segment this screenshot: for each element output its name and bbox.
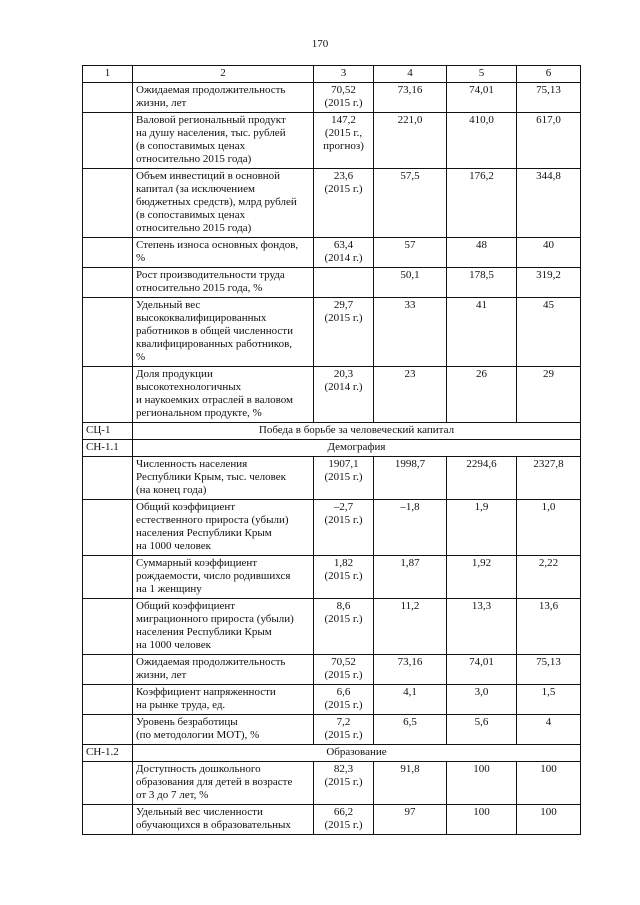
section-title: Победа в борьбе за человеческий капитал: [133, 423, 581, 440]
row-code-cell: [83, 655, 133, 685]
section-title: Демография: [133, 440, 581, 457]
column-number: 5: [447, 66, 517, 83]
value-col-5: 3,0: [447, 685, 517, 715]
value-col-4: 221,0: [374, 113, 447, 169]
base-value: 23,6 (2015 г.): [314, 169, 374, 238]
base-value: [314, 268, 374, 298]
value-col-5: 1,92: [447, 556, 517, 599]
indicator-name: Коэффициент напряженности на рынке труда, ед.: [133, 685, 314, 715]
value-col-5: 2294,6: [447, 457, 517, 500]
row-code-cell: [83, 685, 133, 715]
value-col-5: 1,9: [447, 500, 517, 556]
value-col-4: 1998,7: [374, 457, 447, 500]
value-col-4: 97: [374, 805, 447, 835]
value-col-5: 176,2: [447, 169, 517, 238]
base-value: 66,2 (2015 г.): [314, 805, 374, 835]
value-col-4: 73,16: [374, 655, 447, 685]
column-number: 4: [374, 66, 447, 83]
section-row: [83, 440, 581, 457]
indicator-name: Степень износа основных фондов, %: [133, 238, 314, 268]
row-code-cell: [83, 298, 133, 367]
indicator-name: Валовой региональный продукт на душу населения, тыс. рублей (в сопоставимых ценах относительно 2015 года): [133, 113, 314, 169]
indicator-row: [83, 457, 581, 500]
value-col-4: 33: [374, 298, 447, 367]
value-col-6: 75,13: [517, 655, 581, 685]
column-number: 3: [314, 66, 374, 83]
indicator-row: [83, 367, 581, 423]
value-col-5: 410,0: [447, 113, 517, 169]
section-code: СН-1.1: [83, 440, 133, 457]
value-col-5: 13,3: [447, 599, 517, 655]
value-col-6: 617,0: [517, 113, 581, 169]
value-col-5: 100: [447, 762, 517, 805]
value-col-4: 57,5: [374, 169, 447, 238]
value-col-5: 26: [447, 367, 517, 423]
column-number: 6: [517, 66, 581, 83]
base-value: 1907,1 (2015 г.): [314, 457, 374, 500]
value-col-6: 4: [517, 715, 581, 745]
base-value: –2,7 (2015 г.): [314, 500, 374, 556]
base-value: 63,4 (2014 г.): [314, 238, 374, 268]
indicator-row: [83, 169, 581, 238]
indicator-name: Доступность дошкольного образования для детей в возрасте от 3 до 7 лет, %: [133, 762, 314, 805]
value-col-6: 1,0: [517, 500, 581, 556]
value-col-4: 57: [374, 238, 447, 268]
indicator-name: Суммарный коэффициент рождаемости, число родившихся на 1 женщину: [133, 556, 314, 599]
value-col-5: 74,01: [447, 655, 517, 685]
value-col-5: 74,01: [447, 83, 517, 113]
row-code-cell: [83, 805, 133, 835]
base-value: 8,6 (2015 г.): [314, 599, 374, 655]
value-col-6: 40: [517, 238, 581, 268]
value-col-5: 48: [447, 238, 517, 268]
value-col-4: 23: [374, 367, 447, 423]
value-col-6: 319,2: [517, 268, 581, 298]
section-code: СЦ-1: [83, 423, 133, 440]
row-code-cell: [83, 268, 133, 298]
base-value: 20,3 (2014 г.): [314, 367, 374, 423]
value-col-6: 100: [517, 762, 581, 805]
value-col-5: 5,6: [447, 715, 517, 745]
row-code-cell: [83, 83, 133, 113]
value-col-4: 1,87: [374, 556, 447, 599]
value-col-6: 2327,8: [517, 457, 581, 500]
value-col-4: 73,16: [374, 83, 447, 113]
value-col-6: 2,22: [517, 556, 581, 599]
base-value: 6,6 (2015 г.): [314, 685, 374, 715]
value-col-4: 11,2: [374, 599, 447, 655]
section-title: Образование: [133, 745, 581, 762]
value-col-5: 41: [447, 298, 517, 367]
indicator-name: Общий коэффициент естественного прироста (убыли) населения Республики Крым на 1000 человек: [133, 500, 314, 556]
value-col-6: 100: [517, 805, 581, 835]
value-col-5: 178,5: [447, 268, 517, 298]
row-code-cell: [83, 457, 133, 500]
indicator-name: Общий коэффициент миграционного прироста (убыли) населения Республики Крым на 1000 человек: [133, 599, 314, 655]
row-code-cell: [83, 500, 133, 556]
indicator-row: [83, 83, 581, 113]
value-col-6: 29: [517, 367, 581, 423]
indicator-row: [83, 298, 581, 367]
indicator-row: [83, 685, 581, 715]
indicator-row: [83, 762, 581, 805]
value-col-6: 13,6: [517, 599, 581, 655]
indicator-row: [83, 238, 581, 268]
indicator-name: Доля продукции высокотехнологичных и наукоемких отраслей в валовом региональном продукте, %: [133, 367, 314, 423]
column-number-row: [83, 66, 581, 83]
column-number: 1: [83, 66, 133, 83]
indicator-row: [83, 556, 581, 599]
indicator-name: Численность населения Республики Крым, тыс. человек (на конец года): [133, 457, 314, 500]
base-value: 147,2 (2015 г., прогноз): [314, 113, 374, 169]
row-code-cell: [83, 367, 133, 423]
value-col-6: 344,8: [517, 169, 581, 238]
column-number: 2: [133, 66, 314, 83]
section-code: СН-1.2: [83, 745, 133, 762]
indicator-name: Рост производительности труда относительно 2015 года, %: [133, 268, 314, 298]
indicator-name: Ожидаемая продолжительность жизни, лет: [133, 655, 314, 685]
row-code-cell: [83, 715, 133, 745]
base-value: 29,7 (2015 г.): [314, 298, 374, 367]
indicator-row: [83, 805, 581, 835]
value-col-4: –1,8: [374, 500, 447, 556]
row-code-cell: [83, 599, 133, 655]
base-value: 70,52 (2015 г.): [314, 655, 374, 685]
indicator-row: [83, 113, 581, 169]
row-code-cell: [83, 762, 133, 805]
indicators-table: [82, 65, 581, 835]
row-code-cell: [83, 556, 133, 599]
row-code-cell: [83, 169, 133, 238]
indicator-row: [83, 500, 581, 556]
base-value: 82,3 (2015 г.): [314, 762, 374, 805]
value-col-4: 6,5: [374, 715, 447, 745]
indicator-row: [83, 268, 581, 298]
row-code-cell: [83, 113, 133, 169]
indicator-name: Уровень безработицы (по методологии МОТ), %: [133, 715, 314, 745]
value-col-6: 1,5: [517, 685, 581, 715]
value-col-4: 50,1: [374, 268, 447, 298]
indicator-row: [83, 655, 581, 685]
indicator-name: Удельный вес высококвалифицированных работников в общей численности квалифицированных работников, %: [133, 298, 314, 367]
value-col-6: 75,13: [517, 83, 581, 113]
indicator-name: Объем инвестиций в основной капитал (за исключением бюджетных средств), млрд рублей (в сопоставимых ценах относительно 2015 года): [133, 169, 314, 238]
indicator-name: Ожидаемая продолжительность жизни, лет: [133, 83, 314, 113]
value-col-5: 100: [447, 805, 517, 835]
section-row: [83, 423, 581, 440]
indicator-row: [83, 599, 581, 655]
row-code-cell: [83, 238, 133, 268]
base-value: 70,52 (2015 г.): [314, 83, 374, 113]
section-row: [83, 745, 581, 762]
indicator-row: [83, 715, 581, 745]
value-col-6: 45: [517, 298, 581, 367]
page-number: 170: [311, 38, 329, 50]
base-value: 1,82 (2015 г.): [314, 556, 374, 599]
value-col-4: 91,8: [374, 762, 447, 805]
indicator-name: Удельный вес численности обучающихся в образовательных: [133, 805, 314, 835]
base-value: 7,2 (2015 г.): [314, 715, 374, 745]
value-col-4: 4,1: [374, 685, 447, 715]
